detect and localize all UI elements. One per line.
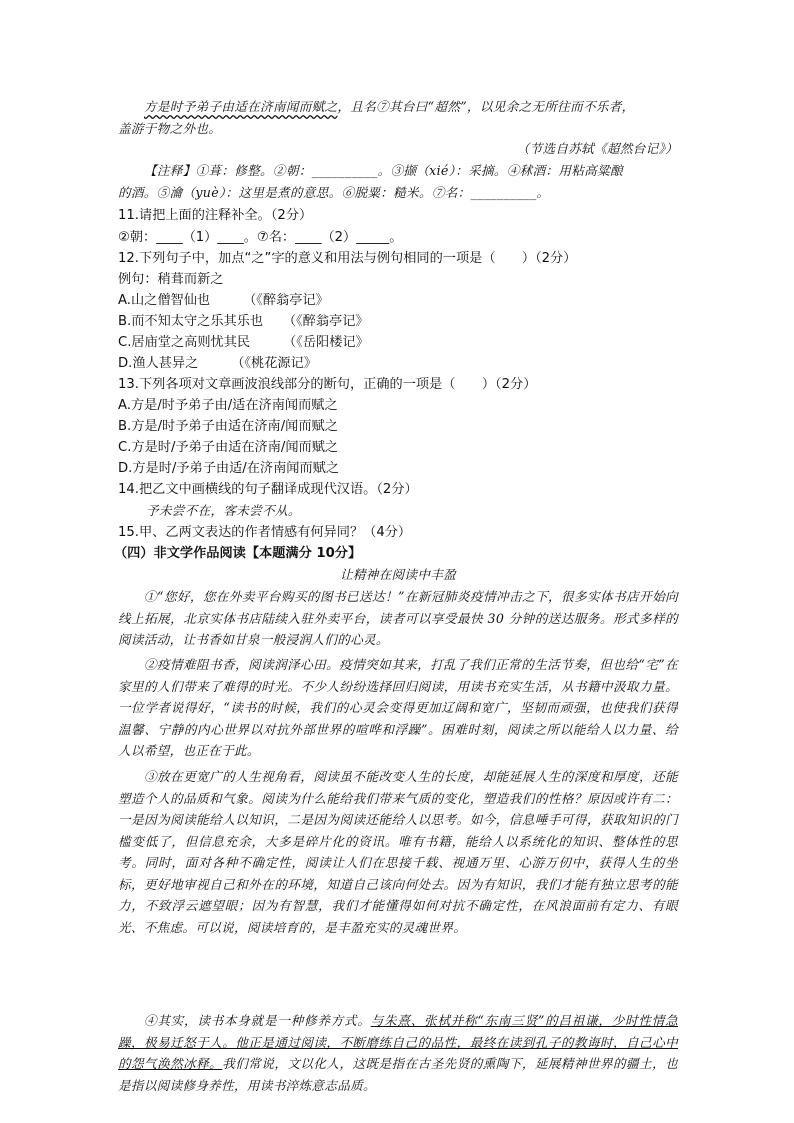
- q12-stem: 12.下列句子中，加点“之”字的意义和用法与例句相同的一项是（ ）（2分）: [118, 251, 577, 266]
- notes-line-1: 【注释】①葺：修整。②朝：__________。③撷（xié）：采摘。④秫酒：用粘高粱酿: [144, 163, 623, 178]
- q13-option-d: D.方是时/予弟子由适/在济南闻而赋之: [118, 461, 340, 476]
- passage-source: （节选自苏轼《超然台记》）: [516, 141, 678, 156]
- section4-heading: （四）非文学作品阅读【本题满分 10分】: [114, 546, 362, 561]
- q14-sentence: 予未尝不在，客未尝不从。: [146, 503, 301, 518]
- q12-example: 例句：稍葺而新之: [118, 272, 224, 287]
- article-title: 让精神在阅读中丰盈: [339, 567, 457, 582]
- para4-underlined-sentence: 与朱熹、张栻并称“东南三贤”的吕祖谦，少时性情急躁，极易迁怒于人。他正是通过阅读，不断磨练自己的品性，最终在读到孔子的教诲时，自己心中的怨气涣然冰释。: [118, 1013, 678, 1071]
- para4-lead: ④其实，读书本身就是一种修养方式。: [144, 1013, 371, 1028]
- notes-line-2: 的酒。⑤瀹（yuè）：这里是煮的意思。⑥脱粟：糙米。⑦名：__________。: [118, 185, 550, 200]
- passage-rest: ，且名⑦其台曰“超然”，以见余之无所往而不乐者，: [337, 99, 635, 114]
- passage-line2: 盖游于物之外也。: [118, 120, 222, 136]
- q12-option-a: A.山之僧智仙也 （《醉翁亭记》: [118, 293, 329, 308]
- article-paragraph-3: ③放在更宽广的人生视角看，阅读虽不能改变人生的长度，却能延展人生的深度和厚度，还能塑造个人的品质和气象。阅读为什么能给我们带来气质的变化，塑造我们的性格？原因或许有二：一是因为阅读能给人以知识，二是因为阅读还能给人以思考。如今，信息唾手可得，获取知识的门槛变低了，但信息充余，大多是碎片化的资讯。唯有书籍，能给人以系统化的知识、整体性的思考。同时，面对各种不确定性，阅读让人们在思接千载、视通万里、心游万仞中，获得人生的坐标，更好地审视自己和外在的环境，知道自己该向何处去。因为有知识，我们才能有独立思考的能力，不致浮云遮望眼；因为有智慧，我们才能懂得如何对抗不确定性，在风浪面前有定力、有眼光、不焦虑。可以说，阅读培育的，是丰盈充实的灵魂世界。: [118, 769, 678, 935]
- q12-option-b: B.而不知太守之乐其乐也 （《醉翁亭记》: [118, 314, 369, 329]
- wavy-sentence: 方是时予弟子由适在济南闻而赋之: [144, 99, 338, 114]
- q13-option-c: C.方是时/予弟子由适在济南/闻而赋之: [118, 440, 339, 455]
- q15-stem: 15.甲、乙两文表达的作者情感有何异同？（4分）: [118, 525, 412, 540]
- q13-option-b: B.方是/时予弟子由适在济南/闻而赋之: [118, 419, 338, 434]
- q12-option-d: D.渔人甚异之 （《桃花源记》: [118, 356, 317, 371]
- q11-answer-line: ②朝：____（1）____。⑦名：____（2）_____。: [118, 230, 403, 245]
- q13-stem: 13.下列各项对文章画波浪线部分的断句，正确的一项是（ ）（2分）: [118, 377, 537, 392]
- passage-tail: [118, 96, 678, 139]
- article-paragraph-1: ①“您好，您在外卖平台购买的图书已送达！”在新冠肺炎疫情冲击之下，很多实体书店开始向线上拓展，北京实体书店陆续入驻外卖平台，读者可以享受最快 30 分钟的送达服务。形式多样的阅读活动，让书香如甘泉一般浸润人们的心灵。: [118, 589, 678, 647]
- q12-option-c: C.居庙堂之高则忧其民 （《岳阳楼记》: [118, 335, 369, 350]
- q14-stem: 14.把乙文中画横线的句子翻译成现代汉语。（2分）: [118, 482, 418, 497]
- article-paragraph-4: [118, 1010, 678, 1096]
- q11-stem: 11.请把上面的注释补全。（2分）: [118, 208, 313, 223]
- q13-option-a: A.方是/时予弟子由/适在济南闻而赋之: [118, 398, 338, 413]
- para4-rest: 我们常说，文以化人，这既是指在古圣先贤的熏陶下，延展精神世界的疆土，也是指以阅读修身养性，用读书淬炼意志品质。: [118, 1056, 679, 1093]
- article-paragraph-2: ②疫情难阻书香，阅读润泽心田。疫情突如其来，打乱了我们正常的生活节奏，但也给“宅”在家里的人们带来了难得的时光。不少人纷纷选择回归阅读，用读书充实生活，从书籍中汲取力量。一位学者说得好，“读书的时候，我们的心灵会变得更加辽阔和宽广，坚韧而顽强，也使我们获得温馨、宁静的内心世界以对抗外部世界的喧哗和浮躁”。困难时刻，阅读之所以能给人以力量、给人以希望，也正在于此。: [118, 657, 678, 758]
